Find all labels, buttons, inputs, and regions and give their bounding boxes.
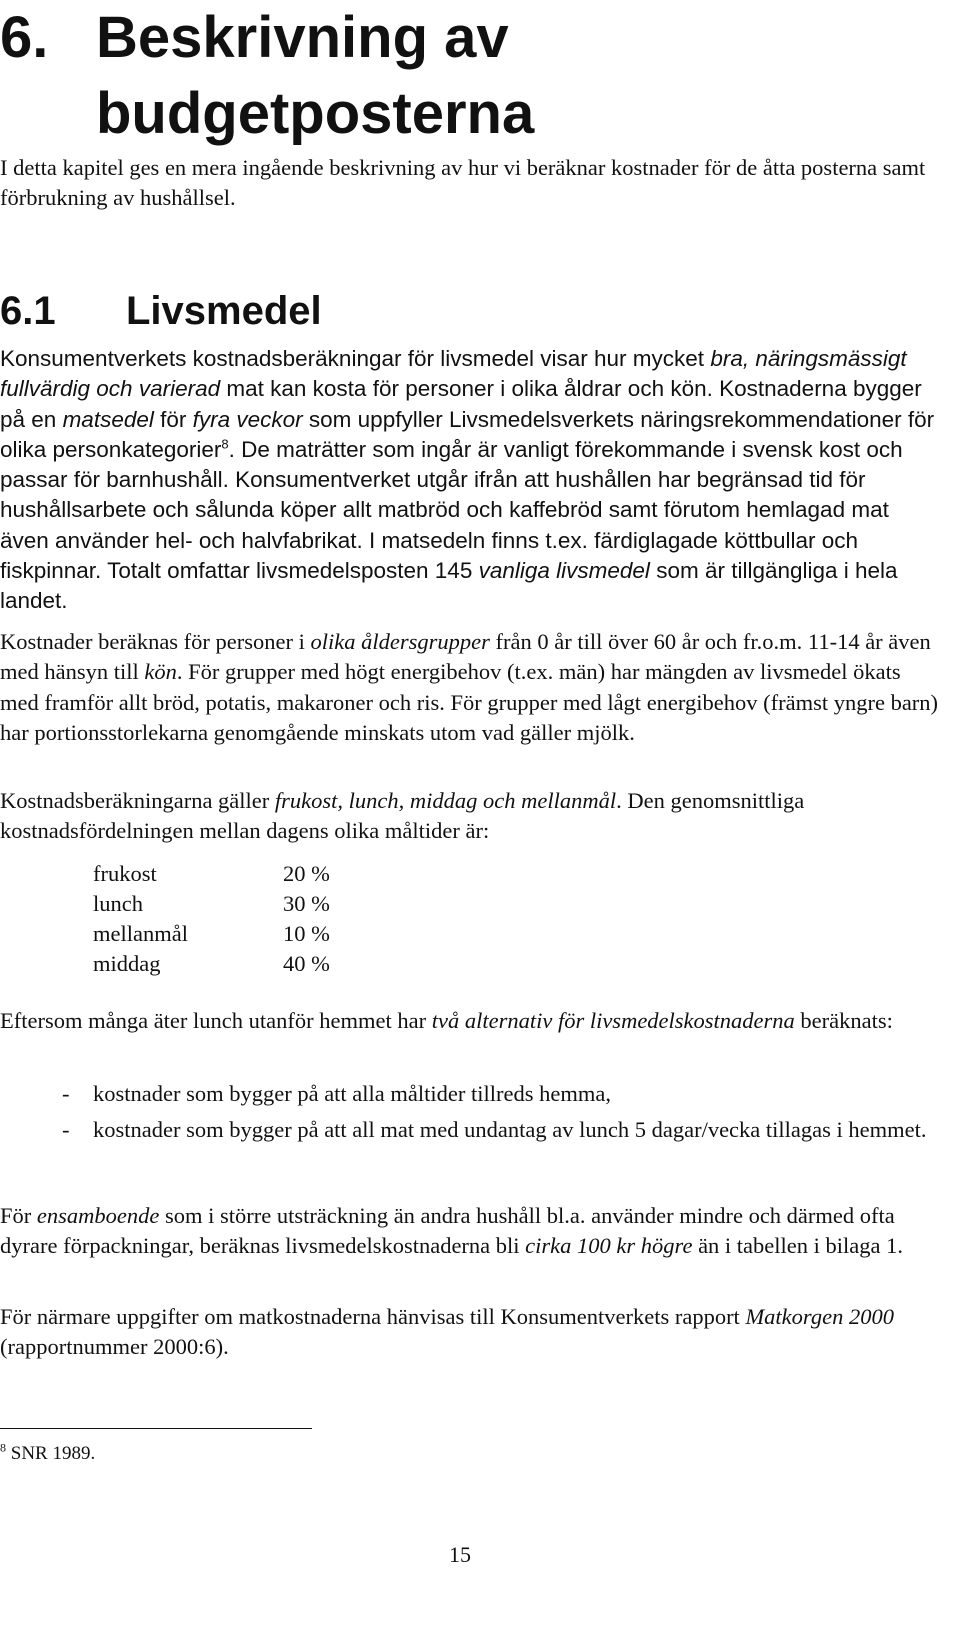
footnote-mark: 8 xyxy=(0,1440,6,1455)
paragraph-menu: Konsumentverkets kostnadsberäkningar för livsmedel visar hur mycket bra, näringsmässigt fullvärdig och varierad mat kan kosta för personer i olika åldrar och kön. Kostnaderna bygger på en matsedel för fyra veckor som uppfyller Livsmedelsverkets näringsrekommendationer för olika personkategorier$^8$. De maträtter som ingår är vanligt förekommande i svensk kost och passar för barnhushåll. Konsumentverket utgår ifrån att hushållen har begränsad tid för hushållsarbete och sålunda köper allt matbröd och kaffebröd samt förutom hemlagad mat även använder hel- och halvfabrikat. I matsedeln finns t.ex. färdiglagade köttbullar och fiskpinnar. Totalt omfattar livsmedelsposten 145 vanliga livsmedel som är tillgängliga i hela landet. xyxy=(0,346,935,614)
emphasis: kön xyxy=(144,659,177,685)
intro-text: I detta kapitel ges en mera ingående beskrivning av hur vi beräknar kostnader för de åtta posterna samt förbrukning av hushållsel. xyxy=(0,155,926,211)
table-row xyxy=(93,889,330,919)
meal-share: 20 % xyxy=(283,861,330,886)
list-item-text: kostnader som bygger på att all mat med undantag av lunch 5 dagar/vecka tillagas i hemmet. xyxy=(93,1117,927,1142)
list-item xyxy=(0,1079,940,1109)
paragraph-alternatives: Eftersom många äter lunch utanför hemmet har två alternativ för livsmedelskostnaderna beräknats: xyxy=(0,1008,893,1033)
paragraph-meals: Kostnadsberäkningarna gäller frukost, lunch, middag och mellanmål. Den genomsnittliga kostnadsfördelningen mellan dagens olika måltider är: xyxy=(0,788,805,844)
alternatives-list xyxy=(0,1079,940,1151)
emphasis: cirka 100 kr högre xyxy=(525,1233,693,1259)
emphasis: ensamboende xyxy=(36,1203,160,1228)
paragraph-age-groups: Kostnader beräknas för personer i olika åldersgrupper från 0 år till över 60 år och fr.o.m. 11-14 år även med hänsyn till kön. För grupper med högt energibehov (t.ex. män) har mängden av livsmedel ökats med framför allt bröd, potatis, makaroner och ris. För grupper med lågt energibehov (främst yngre barn) har portionsstorlekarna genomgående minskats utom vad gäller mjölk. xyxy=(0,629,939,745)
paragraph-single-households: För ensamboende som i större utsträckning än andra hushåll bl.a. använder mindre och därmed ofta dyrare förpackningar, beräknas livsmedelskostnaderna bli cirka 100 kr högre än i tabellen i bilaga 1. xyxy=(0,1203,903,1259)
table-row xyxy=(93,949,330,979)
table-row xyxy=(93,919,330,949)
chapter-title: Beskrivning av budgetposterna xyxy=(96,5,535,146)
meal-share: 40 % xyxy=(283,951,330,976)
footnote-text: SNR 1989. xyxy=(6,1443,96,1464)
footnote-divider xyxy=(0,1428,312,1429)
chapter-number: 6. xyxy=(0,5,49,70)
meal-name: mellanmål xyxy=(93,921,188,946)
emphasis: två alternativ för livsmedelskostnaderna xyxy=(431,1008,795,1033)
meal-cost-split-table xyxy=(93,859,330,979)
meal-share: 10 % xyxy=(283,921,330,946)
list-dash: - xyxy=(62,1117,70,1142)
emphasis: bra, näringsmässigt fullvärdig och varierad xyxy=(0,346,907,402)
section-number: 6.1 xyxy=(0,289,56,333)
meal-share: 30 % xyxy=(283,891,330,916)
emphasis: frukost, lunch, middag och mellanmål xyxy=(274,788,617,813)
emphasis: vanliga livsmedel xyxy=(478,558,650,584)
list-dash: - xyxy=(62,1081,70,1106)
emphasis: matsedel xyxy=(62,406,154,432)
list-item-text: kostnader som bygger på att alla måltider tillreds hemma, xyxy=(93,1081,611,1106)
emphasis: fyra veckor xyxy=(192,406,303,432)
footnote-reference: 8 xyxy=(221,436,229,452)
table-row xyxy=(93,859,330,889)
meal-name: lunch xyxy=(93,891,143,916)
page-number: 15 xyxy=(449,1542,471,1567)
list-item xyxy=(0,1115,940,1145)
section-heading xyxy=(0,286,930,336)
emphasis: Matkorgen 2000 xyxy=(745,1304,894,1329)
section-title: Livsmedel xyxy=(126,289,322,333)
chapter-intro xyxy=(0,153,940,214)
meal-name: middag xyxy=(93,951,161,976)
paragraph-report-reference: För närmare uppgifter om matkostnaderna hänvisas till Konsumentverkets rapport Matkorgen 2000 (rapportnummer 2000:6). xyxy=(0,1304,894,1360)
meal-name: frukost xyxy=(93,861,157,886)
footnote xyxy=(0,1440,95,1468)
emphasis: olika åldersgrupper xyxy=(310,629,490,654)
